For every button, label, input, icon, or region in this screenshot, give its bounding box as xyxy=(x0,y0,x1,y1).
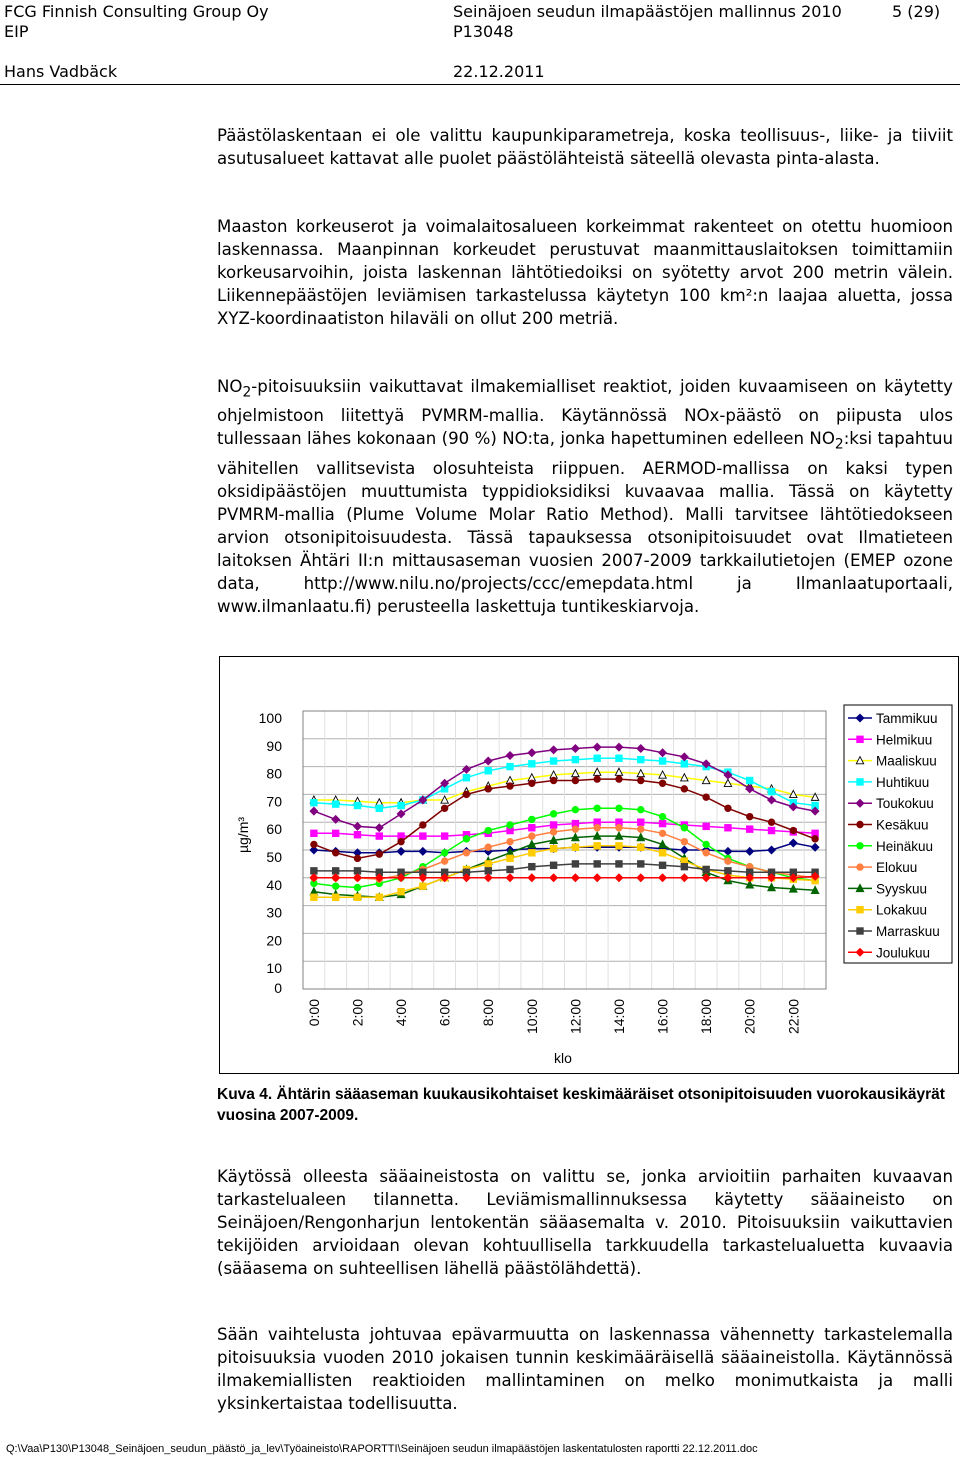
point-heinäkuu-18 xyxy=(703,841,709,847)
paragraph-4 xyxy=(217,1165,953,1280)
point-lokakuu-1 xyxy=(332,894,338,900)
point-joulukuu-15 xyxy=(637,874,645,882)
header-author: Hans Vadbäck xyxy=(4,62,118,81)
point-joulukuu-14 xyxy=(615,874,623,882)
point-elokuu-12 xyxy=(572,826,578,832)
point-kesäkuu-10 xyxy=(529,780,535,786)
legend-label-tammikuu: Tammikuu xyxy=(876,711,938,726)
legend-label-marraskuu: Marraskuu xyxy=(876,924,940,939)
point-joulukuu-17 xyxy=(681,874,689,882)
header-company: FCG Finnish Consulting Group Oy xyxy=(4,2,269,21)
p3-subscript-2: 2 xyxy=(834,436,844,453)
paragraph-1-text: Päästölaskentaan ei ole valittu kaupunkiparametreja, koska teollisuus-, liike- ja tiiviit asutusalueet kattavat alle puolet päästölähteistä säteellä olevasta pinta-alasta. xyxy=(217,126,953,168)
point-elokuu-7 xyxy=(463,850,469,856)
point-marraskuu-12 xyxy=(572,861,578,867)
point-lokakuu-14 xyxy=(616,843,622,849)
point-kesäkuu-9 xyxy=(507,783,513,789)
point-huhtikuu-11 xyxy=(550,758,556,764)
point-marraskuu-13 xyxy=(594,861,600,867)
legend-marker-huhtikuu xyxy=(857,779,863,785)
point-marraskuu-10 xyxy=(529,863,535,869)
point-joulukuu-12 xyxy=(572,874,580,882)
point-huhtikuu-21 xyxy=(768,788,774,794)
y-tick-label-50: 50 xyxy=(266,849,282,865)
point-heinäkuu-16 xyxy=(659,813,665,819)
header-rule xyxy=(0,84,960,85)
point-huhtikuu-9 xyxy=(507,763,513,769)
x-tick-label-1800: 18:00 xyxy=(698,999,715,1035)
legend-marker-helmikuu xyxy=(857,736,863,742)
point-helmikuu-18 xyxy=(703,823,709,829)
point-huhtikuu-10 xyxy=(529,761,535,767)
legend-marker-elokuu xyxy=(857,864,863,870)
x-tick-label-2000: 20:00 xyxy=(741,999,758,1035)
point-marraskuu-9 xyxy=(507,866,513,872)
x-tick-label-1400: 14:00 xyxy=(610,999,627,1035)
point-huhtikuu-4 xyxy=(398,802,404,808)
point-lokakuu-9 xyxy=(507,855,513,861)
legend-marker-heinäkuu xyxy=(857,843,863,849)
point-huhtikuu-7 xyxy=(463,775,469,781)
header-page-number: 5 (29) xyxy=(892,2,941,21)
legend-label-toukokuu: Toukokuu xyxy=(876,796,934,812)
point-elokuu-6 xyxy=(441,858,447,864)
y-tick-label-80: 80 xyxy=(266,765,282,782)
point-joulukuu-9 xyxy=(506,874,514,882)
point-huhtikuu-0 xyxy=(311,800,317,806)
point-tammikuu-21 xyxy=(768,846,776,854)
point-huhtikuu-1 xyxy=(332,801,338,807)
legend-label-lokakuu: Lokakuu xyxy=(876,902,928,918)
point-heinäkuu-14 xyxy=(616,805,622,811)
paragraph-3 xyxy=(217,375,953,618)
y-tick-label-0: 0 xyxy=(274,980,282,996)
point-helmikuu-2 xyxy=(354,832,360,838)
point-toukokuu-10 xyxy=(528,749,536,757)
x-tick-label-600: 6:00 xyxy=(436,999,453,1027)
point-elokuu-9 xyxy=(507,838,513,844)
point-huhtikuu-20 xyxy=(747,777,753,783)
point-kesäkuu-21 xyxy=(768,819,774,825)
point-huhtikuu-17 xyxy=(681,761,687,767)
paragraph-1 xyxy=(217,124,953,170)
point-toukokuu-0 xyxy=(310,807,318,815)
point-joulukuu-0 xyxy=(310,874,318,882)
point-helmikuu-20 xyxy=(747,826,753,832)
point-heinäkuu-8 xyxy=(485,827,491,833)
point-marraskuu-17 xyxy=(681,863,687,869)
paragraph-2 xyxy=(217,215,953,330)
point-elokuu-19 xyxy=(725,858,731,864)
point-kesäkuu-14 xyxy=(616,776,622,782)
ozone-chart xyxy=(219,656,959,1074)
point-joulukuu-16 xyxy=(659,874,667,882)
point-kesäkuu-12 xyxy=(572,777,578,783)
legend-label-maaliskuu: Maaliskuu xyxy=(876,753,937,769)
y-tick-label-60: 60 xyxy=(266,821,282,838)
point-kesäkuu-23 xyxy=(812,836,818,842)
point-toukokuu-2 xyxy=(354,823,362,831)
point-heinäkuu-13 xyxy=(594,805,600,811)
point-heinäkuu-6 xyxy=(441,850,447,856)
point-helmikuu-21 xyxy=(768,827,774,833)
point-marraskuu-18 xyxy=(703,866,709,872)
y-tick-label-70: 70 xyxy=(266,793,282,810)
point-elokuu-10 xyxy=(529,833,535,839)
point-elokuu-17 xyxy=(681,838,687,844)
point-lokakuu-15 xyxy=(638,844,644,850)
point-helmikuu-19 xyxy=(725,825,731,831)
point-helmikuu-0 xyxy=(311,830,317,836)
point-toukokuu-8 xyxy=(484,757,492,765)
y-tick-label-10: 10 xyxy=(266,960,282,977)
point-huhtikuu-16 xyxy=(659,758,665,764)
point-heinäkuu-9 xyxy=(507,822,513,828)
point-marraskuu-1 xyxy=(332,868,338,874)
x-tick-label-200: 2:00 xyxy=(349,999,366,1027)
point-kesäkuu-7 xyxy=(463,791,469,797)
point-huhtikuu-12 xyxy=(572,756,578,762)
legend-label-huhtikuu: Huhtikuu xyxy=(876,774,930,790)
point-toukokuu-13 xyxy=(593,743,601,751)
point-toukokuu-11 xyxy=(550,746,558,754)
point-marraskuu-8 xyxy=(485,868,491,874)
legend-label-joulukuu: Joulukuu xyxy=(876,945,931,961)
point-marraskuu-15 xyxy=(638,861,644,867)
point-kesäkuu-8 xyxy=(485,786,491,792)
point-elokuu-14 xyxy=(616,825,622,831)
point-kesäkuu-18 xyxy=(703,794,709,800)
point-lokakuu-5 xyxy=(420,883,426,889)
point-tammikuu-5 xyxy=(419,848,427,856)
y-tick-label-30: 30 xyxy=(266,904,282,921)
legend-label-heinäkuu: Heinäkuu xyxy=(876,838,934,854)
point-toukokuu-3 xyxy=(375,824,383,832)
point-lokakuu-12 xyxy=(572,844,578,850)
y-tick-label-100: 100 xyxy=(258,710,282,726)
point-toukokuu-4 xyxy=(397,810,405,818)
paragraph-4-text: Käytössä olleesta sääaineistosta on valittu se, jonka arvioitiin parhaiten kuvaavan tarkastelualeen tilannetta. Leviämismallinnuksessa käytetty sääaineisto on Seinäjoen/Rengonharjun lentokentän sääasemalta v. 2010. Pitoisuuksiin vaikuttavien tekijöiden arvioidaan olevan kohtuullisella tarkkuudella tarkastelualuetta kuvaavia (sääasema on suhteellisen lähellä päästölähdettä). xyxy=(217,1167,953,1278)
point-heinäkuu-10 xyxy=(529,816,535,822)
point-marraskuu-0 xyxy=(311,868,317,874)
chart-svg xyxy=(220,657,958,1073)
x-tick-label-1600: 16:00 xyxy=(654,999,671,1035)
point-lokakuu-11 xyxy=(550,845,556,851)
y-tick-label-40: 40 xyxy=(266,876,282,893)
point-joulukuu-1 xyxy=(332,874,340,882)
x-tick-label-1000: 10:00 xyxy=(523,999,540,1035)
point-toukokuu-15 xyxy=(637,745,645,753)
y-tick-label-90: 90 xyxy=(266,737,282,754)
point-joulukuu-11 xyxy=(550,874,558,882)
paragraph-2-text: Maaston korkeuserot ja voimalaitosalueen korkeimmat rakenteet on otettu huomioon laskennassa. Maanpinnan korkeudet perustuvat maanmittauslaitoksen toimittamiin korkeusarvoihin, joista laskennan lähtötiedoiksi on syötetty arvot 200 metrin välein. Liikennepäästöjen leviämisen tarkastelussa käytetyn 100 km²:n laajaa aluetta, jossa XYZ-koordinaatiston hilaväli on ollut 200 metriä. xyxy=(217,217,953,328)
point-toukokuu-17 xyxy=(681,753,689,761)
p3-subscript-1: 2 xyxy=(242,384,252,401)
point-helmikuu-16 xyxy=(659,820,665,826)
point-heinäkuu-15 xyxy=(638,806,644,812)
point-marraskuu-19 xyxy=(725,868,731,874)
point-helmikuu-5 xyxy=(420,833,426,839)
point-lokakuu-0 xyxy=(311,894,317,900)
point-huhtikuu-13 xyxy=(594,755,600,761)
point-elokuu-11 xyxy=(550,829,556,835)
point-heinäkuu-12 xyxy=(572,806,578,812)
point-elokuu-8 xyxy=(485,844,491,850)
point-marraskuu-2 xyxy=(354,868,360,874)
x-tick-label-400: 4:00 xyxy=(393,999,410,1027)
point-helmikuu-1 xyxy=(332,830,338,836)
x-tick-label-800: 8:00 xyxy=(480,999,497,1027)
point-tammikuu-22 xyxy=(790,839,798,847)
point-lokakuu-3 xyxy=(376,894,382,900)
p3-part-b: -pitoisuuksiin vaikuttavat ilmakemialliset reaktiot, joiden kuvaamiseen on käytetty ohjelmistoon liitettyä PVMRM-mallia. Käytännössä NOx-päästö on piipusta ulos tullessaan lähes kokonaan (90 %) NO:ta, jonka hapettuminen edelleen NO xyxy=(217,377,953,449)
point-lokakuu-8 xyxy=(485,861,491,867)
point-helmikuu-11 xyxy=(550,822,556,828)
point-kesäkuu-17 xyxy=(681,786,687,792)
point-lokakuu-10 xyxy=(529,850,535,856)
point-kesäkuu-0 xyxy=(311,841,317,847)
point-joulukuu-10 xyxy=(528,874,536,882)
paragraph-5-text: Sään vaihtelusta johtuvaa epävarmuutta on laskennassa vähennetty tarkastelemalla pitoisuuksia vuoden 2010 jokaisen tunnin keskimääräisellä sääaineistolla. Käytännössä ilmakemiallisten reaktioiden mallintaminen on melko monimutkaista ja malli yksinkertaistaa todellisuutta. xyxy=(217,1325,953,1413)
point-joulukuu-8 xyxy=(484,874,492,882)
x-tick-label-000: 0:00 xyxy=(305,999,322,1027)
point-huhtikuu-14 xyxy=(616,755,622,761)
point-helmikuu-6 xyxy=(441,833,447,839)
point-lokakuu-16 xyxy=(659,850,665,856)
legend-marker-lokakuu xyxy=(857,907,863,913)
point-kesäkuu-3 xyxy=(376,851,382,857)
point-heinäkuu-17 xyxy=(681,825,687,831)
point-tammikuu-17 xyxy=(681,846,689,854)
point-huhtikuu-3 xyxy=(376,805,382,811)
legend-label-kesäkuu: Kesäkuu xyxy=(876,817,929,833)
point-heinäkuu-2 xyxy=(354,884,360,890)
point-huhtikuu-8 xyxy=(485,768,491,774)
x-axis-title: klo xyxy=(554,1050,572,1066)
legend-label-elokuu: Elokuu xyxy=(876,860,918,876)
legend-label-syyskuu: Syyskuu xyxy=(876,881,928,897)
paragraph-3-text xyxy=(217,375,953,618)
paragraph-5 xyxy=(217,1323,953,1415)
point-kesäkuu-15 xyxy=(638,777,644,783)
point-helmikuu-15 xyxy=(638,819,644,825)
point-heinäkuu-7 xyxy=(463,836,469,842)
header-project-code: P13048 xyxy=(453,22,514,41)
point-toukokuu-12 xyxy=(572,745,580,753)
point-huhtikuu-2 xyxy=(354,802,360,808)
point-marraskuu-11 xyxy=(550,862,556,868)
point-lokakuu-13 xyxy=(594,843,600,849)
point-marraskuu-16 xyxy=(659,862,665,868)
point-kesäkuu-4 xyxy=(398,838,404,844)
y-tick-label-20: 20 xyxy=(266,932,282,949)
point-kesäkuu-19 xyxy=(725,805,731,811)
point-kesäkuu-13 xyxy=(594,776,600,782)
legend-marker-kesäkuu xyxy=(857,821,863,827)
x-tick-label-2200: 22:00 xyxy=(785,999,802,1035)
point-kesäkuu-20 xyxy=(747,813,753,819)
point-joulukuu-13 xyxy=(593,874,601,882)
figure-caption: Kuva 4. Ähtärin sääaseman kuukausikohtaiset keskimääräiset otsonipitoisuuden vuorokausikäyrät vuosina 2007-2009. xyxy=(217,1086,945,1124)
point-tammikuu-19 xyxy=(724,848,732,856)
point-joulukuu-2 xyxy=(354,874,362,882)
point-heinäkuu-1 xyxy=(332,883,338,889)
point-elokuu-15 xyxy=(638,826,644,832)
point-kesäkuu-5 xyxy=(420,822,426,828)
point-kesäkuu-6 xyxy=(441,805,447,811)
point-elokuu-16 xyxy=(659,830,665,836)
point-elokuu-18 xyxy=(703,850,709,856)
point-tammikuu-4 xyxy=(397,848,405,856)
point-kesäkuu-1 xyxy=(332,850,338,856)
p3-part-a: NO xyxy=(217,377,243,396)
point-toukokuu-21 xyxy=(768,796,776,804)
legend-marker-marraskuu xyxy=(857,928,863,934)
point-lokakuu-2 xyxy=(354,894,360,900)
header-dept: EIP xyxy=(4,22,29,41)
footer-file-path: Q:\Vaa\P130\P13048_Seinäjoen_seudun_päästö_ja_lev\Työaineisto\RAPORTTI\Seinäjoen seudun ilmapäästöjen laskentatulosten raportti 22.12.2011.doc xyxy=(6,1443,758,1455)
point-huhtikuu-15 xyxy=(638,756,644,762)
point-lokakuu-4 xyxy=(398,889,404,895)
point-kesäkuu-11 xyxy=(550,777,556,783)
p3-part-c: :ksi tapahtuu vähitellen vallitsevista olosuhteista riippuen. AERMOD-mallissa on kaksi typen oksidipäästöjen muuttumista typpidioksidiksi kuvaavaa mallia. Tässä on käytetty PVMRM-mallia (Plume Volume Molar Ratio Method). Malli tarvitsee lähtötiedokseen arvion otsonipitoisuudesta. Tässä tapauksessa otsonipitoisuudet ovat Ilmatieteen laitoksen Ähtäri II:n mittausaseman vuosien 2007-2009 tarkkailutietojen (EMEP ozone data, http://www.nilu.no/projects/ccc/emepdata.html ja Ilmanlaatuportaali, www.ilmanlaatu.fi) perusteella laskettuja tuntikeskiarvoja. xyxy=(217,429,953,616)
point-kesäkuu-2 xyxy=(354,855,360,861)
point-tammikuu-20 xyxy=(746,848,754,856)
point-elokuu-13 xyxy=(594,825,600,831)
point-helmikuu-10 xyxy=(529,825,535,831)
header-date: 22.12.2011 xyxy=(453,62,545,81)
point-heinäkuu-11 xyxy=(550,811,556,817)
point-kesäkuu-16 xyxy=(659,780,665,786)
header-project-title: Seinäjoen seudun ilmapäästöjen mallinnus 2010 xyxy=(453,2,842,21)
point-marraskuu-14 xyxy=(616,861,622,867)
y-axis-title: µg/m³ xyxy=(235,816,251,854)
point-helmikuu-3 xyxy=(376,833,382,839)
point-toukokuu-14 xyxy=(615,743,623,751)
legend-label-helmikuu: Helmikuu xyxy=(876,732,933,748)
point-kesäkuu-22 xyxy=(790,827,796,833)
point-toukokuu-16 xyxy=(659,749,667,757)
x-tick-label-1200: 12:00 xyxy=(567,999,584,1035)
point-toukokuu-9 xyxy=(506,752,514,760)
